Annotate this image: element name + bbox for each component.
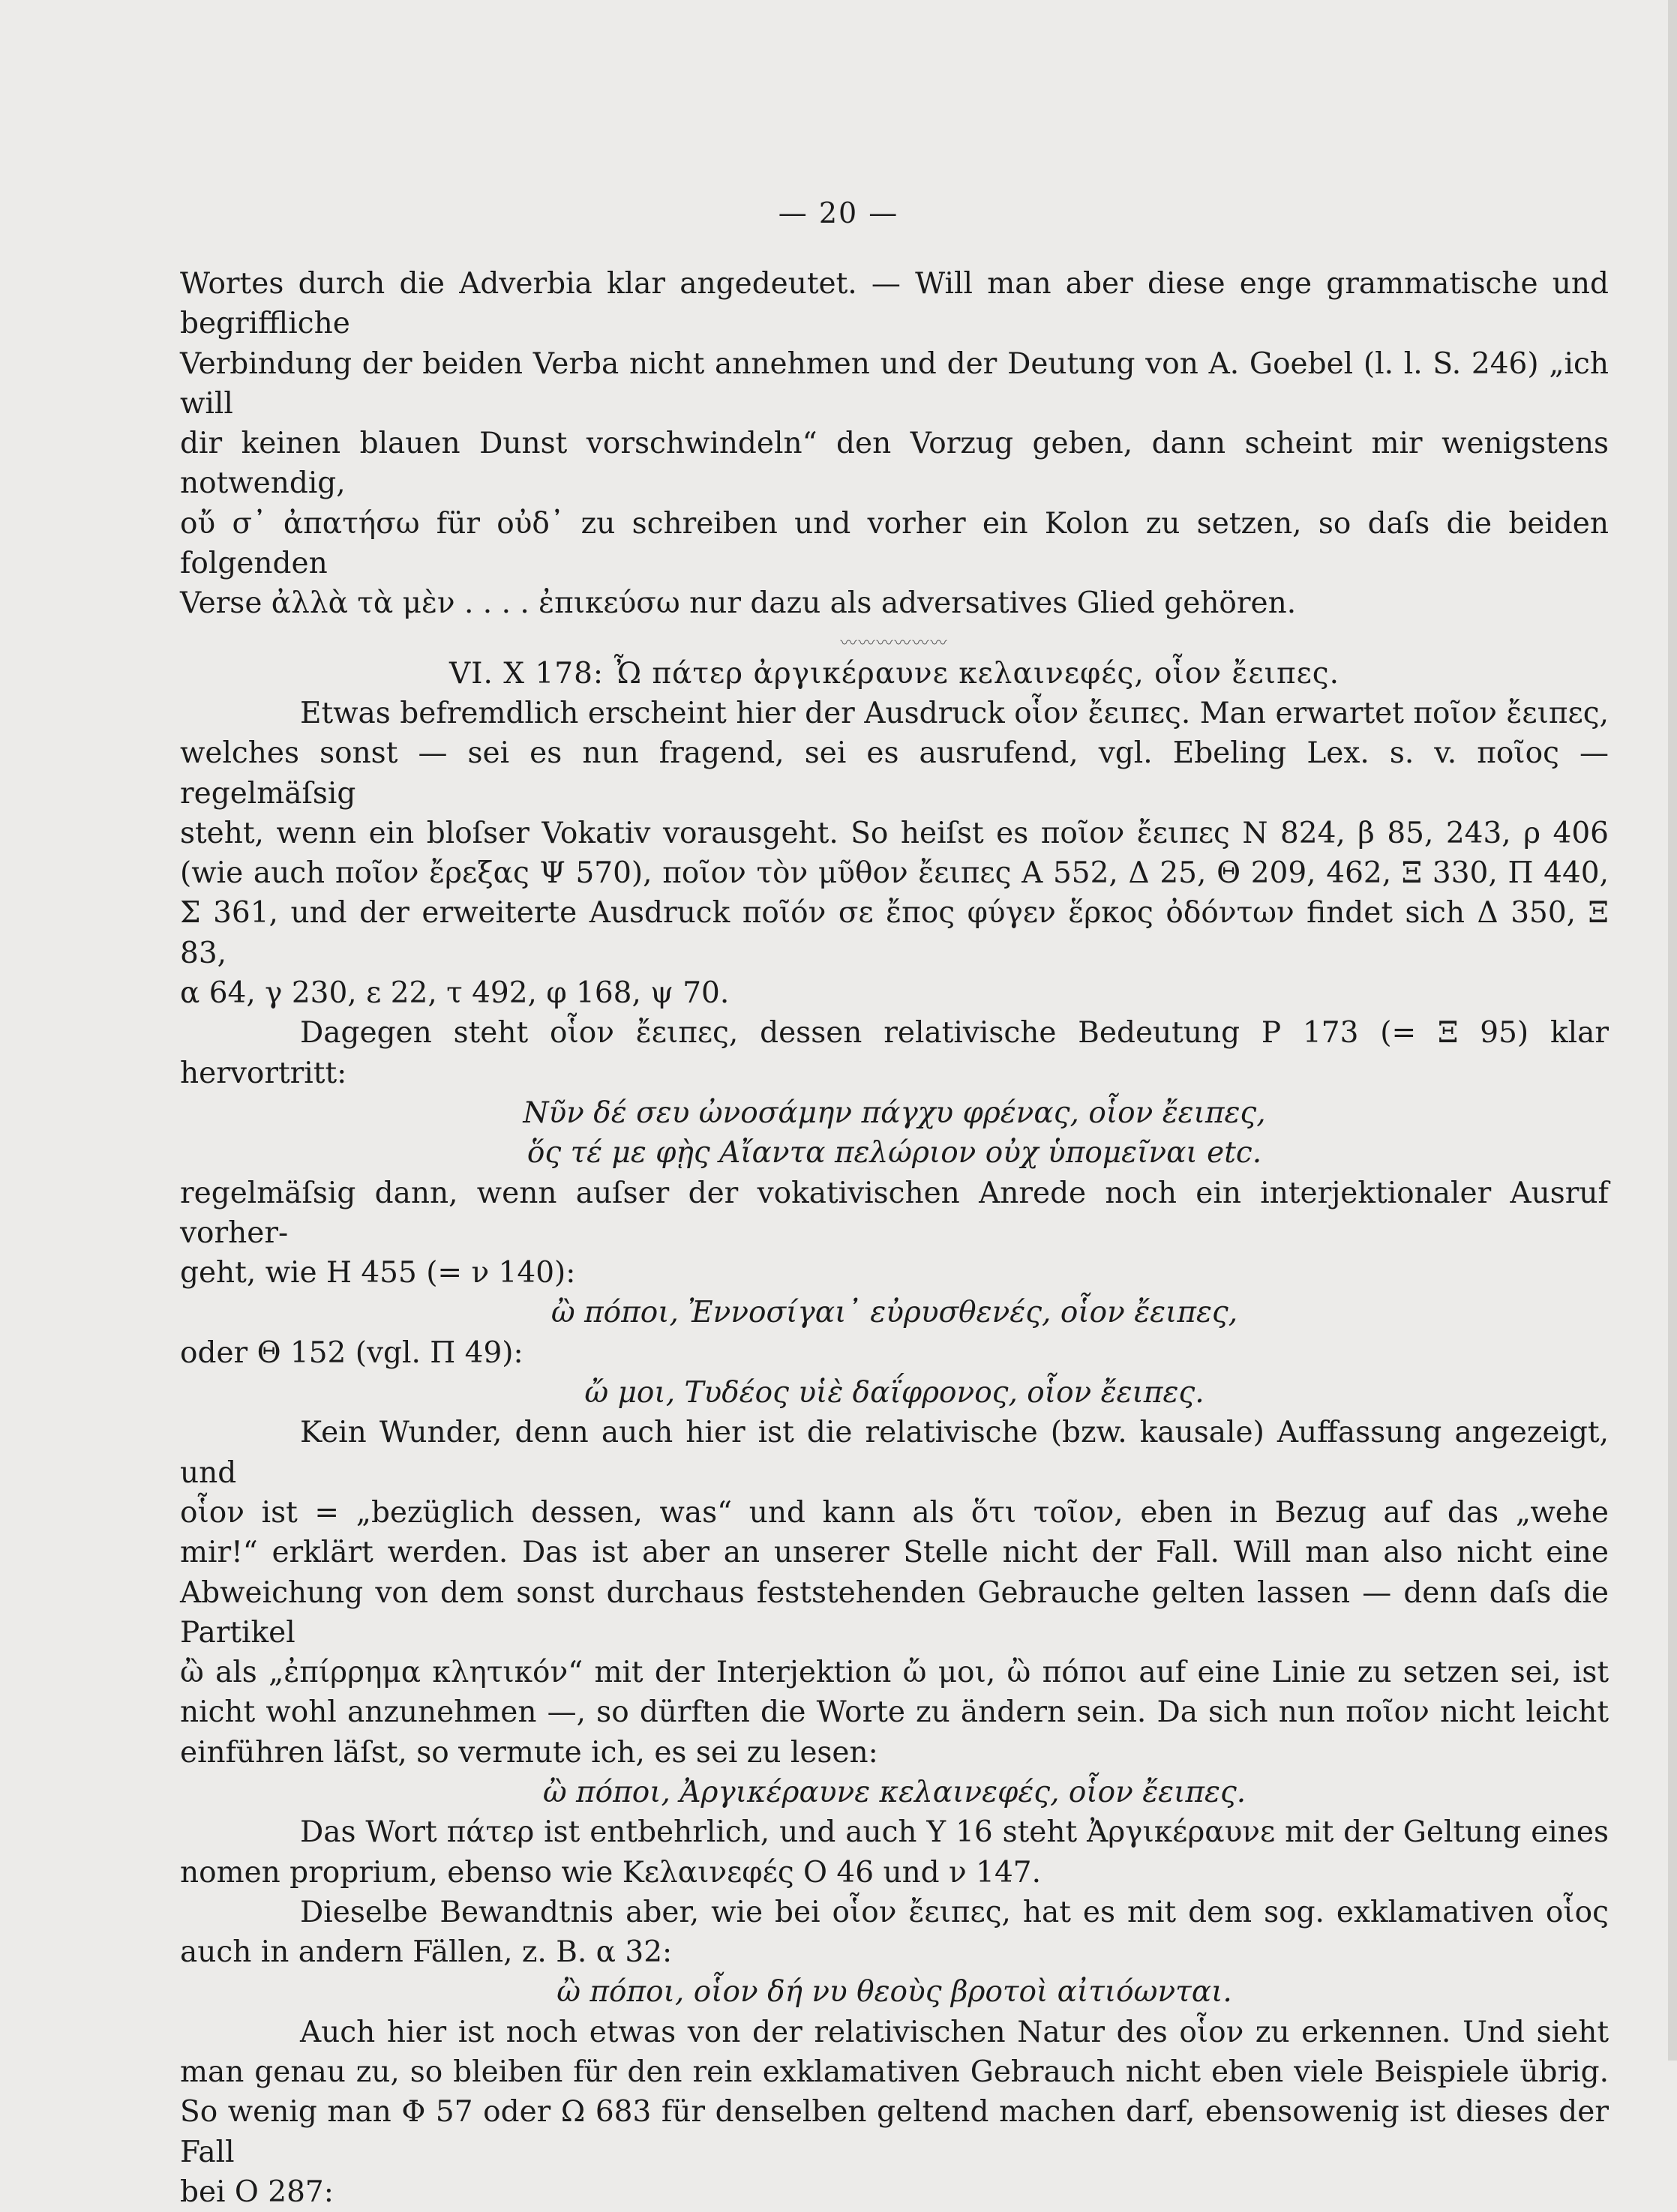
text-line: dir keinen blauen Dunst vorschwindeln“ den Vorzug geben, dann scheint mir wenigstens notwendig, (180, 427, 1609, 501)
text-line: steht, wenn ein bloſser Vokativ vorausgeht. So heiſst es ποῖον ἔειπες Ν 824, β 85, 243, ρ 406 (180, 816, 1609, 850)
body-text (180, 264, 1609, 2212)
quote-line: ὤ μοι, Τυδέος υἱὲ δαΐφρονος, οἷον ἔειπες. (584, 1376, 1204, 1410)
text-line: bei Ο 287: (180, 2175, 334, 2209)
text-line: nicht wohl anzunehmen —, so dürften die Worte zu ändern sein. Da sich nun ποῖον nicht leicht (180, 1695, 1609, 1730)
quote-line: ὢ πόποι, Ἐννοσίγαι᾽ εὐρυσθενές, οἷον ἔειπες, (550, 1296, 1238, 1330)
quote-line: ὢ πόποι, Ἀργικέραυνε κελαινεφές, οἷον ἔειπες. (542, 1775, 1246, 1809)
text-line: Das Wort πάτερ ist entbehrlich, und auch Υ 16 steht Ἀργικέραυνε mit der Geltung eines (300, 1815, 1609, 1850)
text-line: mir!“ erklärt werden. Das ist aber an unserer Stelle nicht der Fall. Will man also nicht eine (180, 1536, 1609, 1570)
ornament-divider: 〰〰〰〰〰〰 (840, 634, 949, 653)
text-line: auch in andern Fällen, z. B. α 32: (180, 1935, 673, 1970)
text-line: welches sonst — sei es nun fragend, sei es ausrufend, vgl. Ebeling Lex. s. v. ποῖος — regelmäſsig (180, 736, 1609, 811)
text-line: Etwas befremdlich erscheint hier der Ausdruck οἷον ἔειπες. Man erwartet ποῖον ἔειπες, (300, 696, 1609, 730)
text-line: Dagegen steht οἷον ἔειπες, dessen relativische Bedeutung Ρ 173 (= Ξ 95) klar hervortritt: (180, 1016, 1609, 1090)
text-line: Verse ἀλλὰ τὰ μὲν . . . . ἐπικεύσω nur dazu als adversatives Glied gehören. (180, 586, 1297, 621)
text-line: Kein Wunder, denn auch hier ist die relativische (bzw. kausale) Auffassung angezeigt, und (180, 1416, 1609, 1490)
page-number: — 20 — (778, 196, 899, 229)
page-edge (1668, 0, 1677, 2061)
section-heading: VI. Χ 178: Ὦ πάτερ ἀργικέραυνε κελαινεφές, οἷον ἔειπες. (448, 656, 1340, 691)
text-line: (wie auch ποῖον ἔρεξας Ψ 570), ποῖον τὸν μῦθον ἔειπες Α 552, Δ 25, Θ 209, 462, Ξ 330, Π 440, (180, 856, 1609, 891)
text-line: οὔ σ᾽ ἀπατήσω für οὐδ᾽ zu schreiben und vorher ein Kolon zu setzen, so daſs die beiden folgenden (180, 506, 1609, 581)
text-line: Auch hier ist noch etwas von der relativischen Natur des οἷον zu erkennen. Und sieht (300, 2015, 1609, 2049)
text-line: Wortes durch die Adverbia klar angedeutet. — Will man aber diese enge grammatische und begriffliche (180, 267, 1609, 341)
text-line: Dieselbe Bewandtnis aber, wie bei οἷον ἔειπες, hat es mit dem sog. exklamativen οἷος (300, 1895, 1609, 1929)
quote-line: Νῦν δέ σευ ὠνοσάμην πάγχυ φρένας, οἷον ἔειπες, (523, 1096, 1266, 1130)
text-line: ὢ als „ἐπίρρημα κλητικόν“ mit der Interjektion ὤ μοι, ὢ πόποι auf eine Linie zu setzen sei, ist (180, 1656, 1609, 1690)
text-line: Verbindung der beiden Verba nicht annehmen und der Deutung von A. Goebel (l. l. S. 246) „ich will (180, 346, 1609, 421)
quote-line: ὢ πόποι, οἷον δή νυ θεοὺς βροτοὶ αἰτιόωνται. (556, 1975, 1232, 2010)
text-line: Abweichung von dem sonst durchaus feststehenden Gebrauche gelten lassen — denn daſs die Partikel (180, 1575, 1609, 1650)
text-line: einführen läſst, so vermute ich, es sei zu lesen: (180, 1735, 878, 1770)
text-line: οἷον ist = „bezüglich dessen, was“ und kann als ὅτι τοῖον, eben in Bezug auf das „wehe (180, 1495, 1609, 1530)
text-line: oder Θ 152 (vgl. Π 49): (180, 1335, 524, 1370)
text-line: regelmäſsig dann, wenn auſser der vokativischen Anrede noch ein interjektionaler Ausruf vorher- (180, 1176, 1609, 1250)
quote-line: ὅς τέ με φῂς Αἴαντα πελώριον οὐχ ὑπομεῖναι etc. (526, 1136, 1262, 1170)
text-line: man genau zu, so bleiben für den rein exklamativen Gebrauch nicht eben viele Beispiele übrig. (180, 2055, 1609, 2090)
text-line: α 64, γ 230, ε 22, τ 492, φ 168, ψ 70. (180, 976, 730, 1011)
text-line: Σ 361, und der erweiterte Ausdruck ποῖόν σε ἔπος φύγεν ἕρκος ὀδόντων findet sich Δ 350, Ξ 83, (180, 896, 1609, 970)
text-line: So wenig man Φ 57 oder Ω 683 für denselben geltend machen darf, ebensowenig ist dieses der Fall (180, 2095, 1609, 2169)
text-line: geht, wie Η 455 (= ν 140): (180, 1256, 576, 1290)
text-line: nomen proprium, ebenso wie Κελαινεφές Ο 46 und ν 147. (180, 1855, 1041, 1890)
